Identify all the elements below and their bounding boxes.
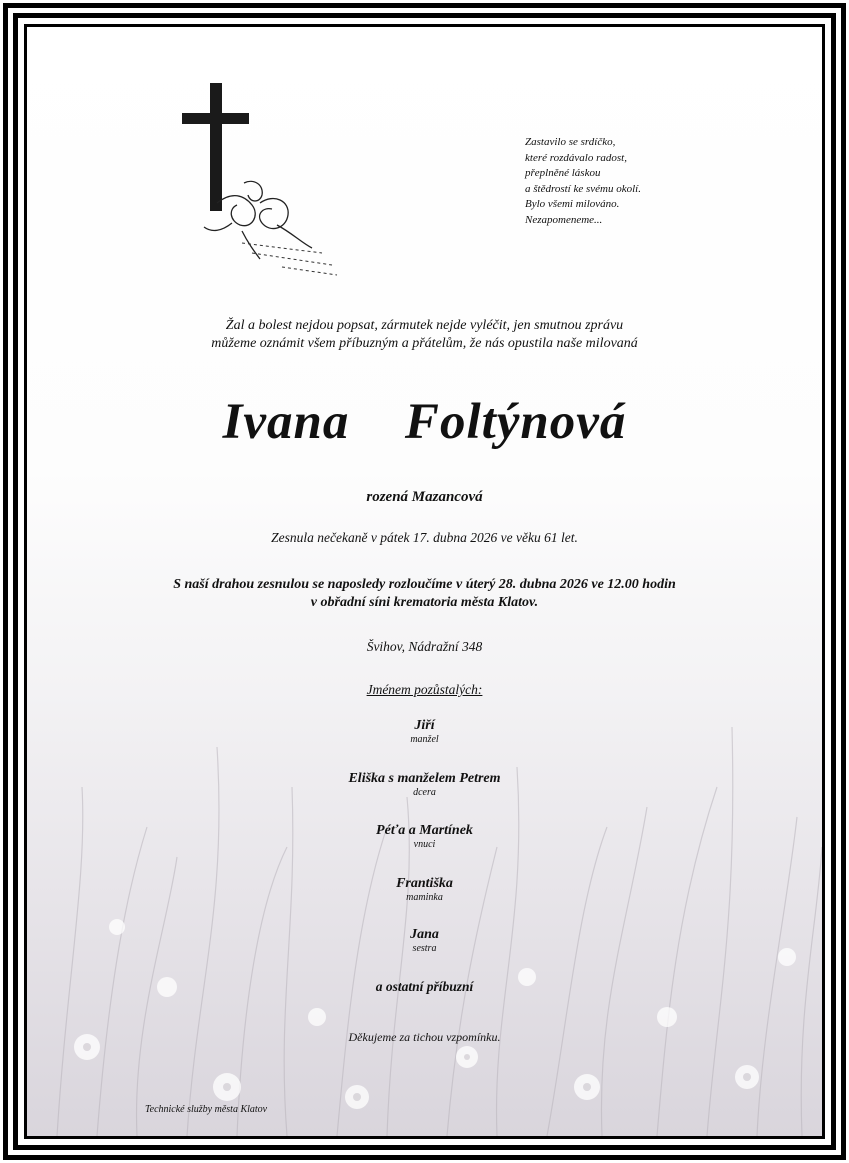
funeral-line-1: S naší drahou zesnulou se naposledy rozloučíme v úterý 28. dubna 2026 ve 12.00 hodin: [173, 577, 676, 592]
footer-credit: Technické služby města Klatov: [145, 1104, 268, 1115]
poem: [525, 135, 641, 228]
intro-line-2: můžeme oznámit všem příbuzným a přátelům, že nás opustila naše milovaná: [211, 336, 638, 351]
deceased-name: Ivana Foltýnová: [222, 394, 627, 450]
family-member: [27, 927, 822, 954]
notice-card: [24, 24, 825, 1139]
family-member: [27, 823, 822, 850]
poem-line: Nezapomeneme...: [525, 213, 603, 226]
family-member-name: Jana: [410, 927, 439, 942]
intro-text: [27, 317, 822, 353]
family-member-relation: vnuci: [413, 839, 436, 850]
poem-line: Bylo všemi milováno.: [525, 198, 620, 210]
poem-line: které rozdávalo radost,: [525, 151, 627, 164]
family-member-relation: maminka: [406, 892, 443, 903]
family-member-name: Eliška s manželem Petrem: [348, 771, 501, 786]
death-notice: Zesnula nečekaně v pátek 17. dubna 2026 ve věku 61 let.: [271, 530, 578, 545]
family-member: [27, 771, 822, 798]
family-member-relation: sestra: [412, 943, 437, 954]
poem-line: Zastavilo se srdíčko,: [525, 136, 616, 148]
family-member: [27, 876, 822, 903]
poem-line: přeplněné láskou: [525, 167, 601, 179]
funeral-announcement: [27, 576, 822, 612]
funeral-line-2: v obřadní síni krematoria města Klatov.: [310, 595, 539, 610]
family-member-relation: dcera: [413, 787, 436, 798]
intro-line-1: Žal a bolest nejdou popsat, zármutek nejde vyléčit, jen smutnou zprávu: [225, 318, 624, 333]
address: Švihov, Nádražní 348: [366, 639, 483, 654]
cross-with-roses-icon: [182, 83, 342, 278]
poem-line: a štědrostí ke svému okolí.: [525, 182, 641, 195]
other-relatives: a ostatní příbuzní: [375, 979, 474, 994]
family-member-name: Jiří: [414, 718, 435, 733]
family-member-name: Františka: [396, 876, 453, 891]
family-member: [27, 718, 822, 745]
family-member-relation: manžel: [410, 734, 439, 745]
on-behalf-heading: Jménem pozůstalých:: [366, 682, 483, 697]
thanks-note: Děkujeme za tichou vzpomínku.: [348, 1030, 501, 1044]
maiden-name: rozená Mazancová: [366, 489, 483, 505]
family-member-name: Péťa a Martínek: [376, 823, 473, 838]
